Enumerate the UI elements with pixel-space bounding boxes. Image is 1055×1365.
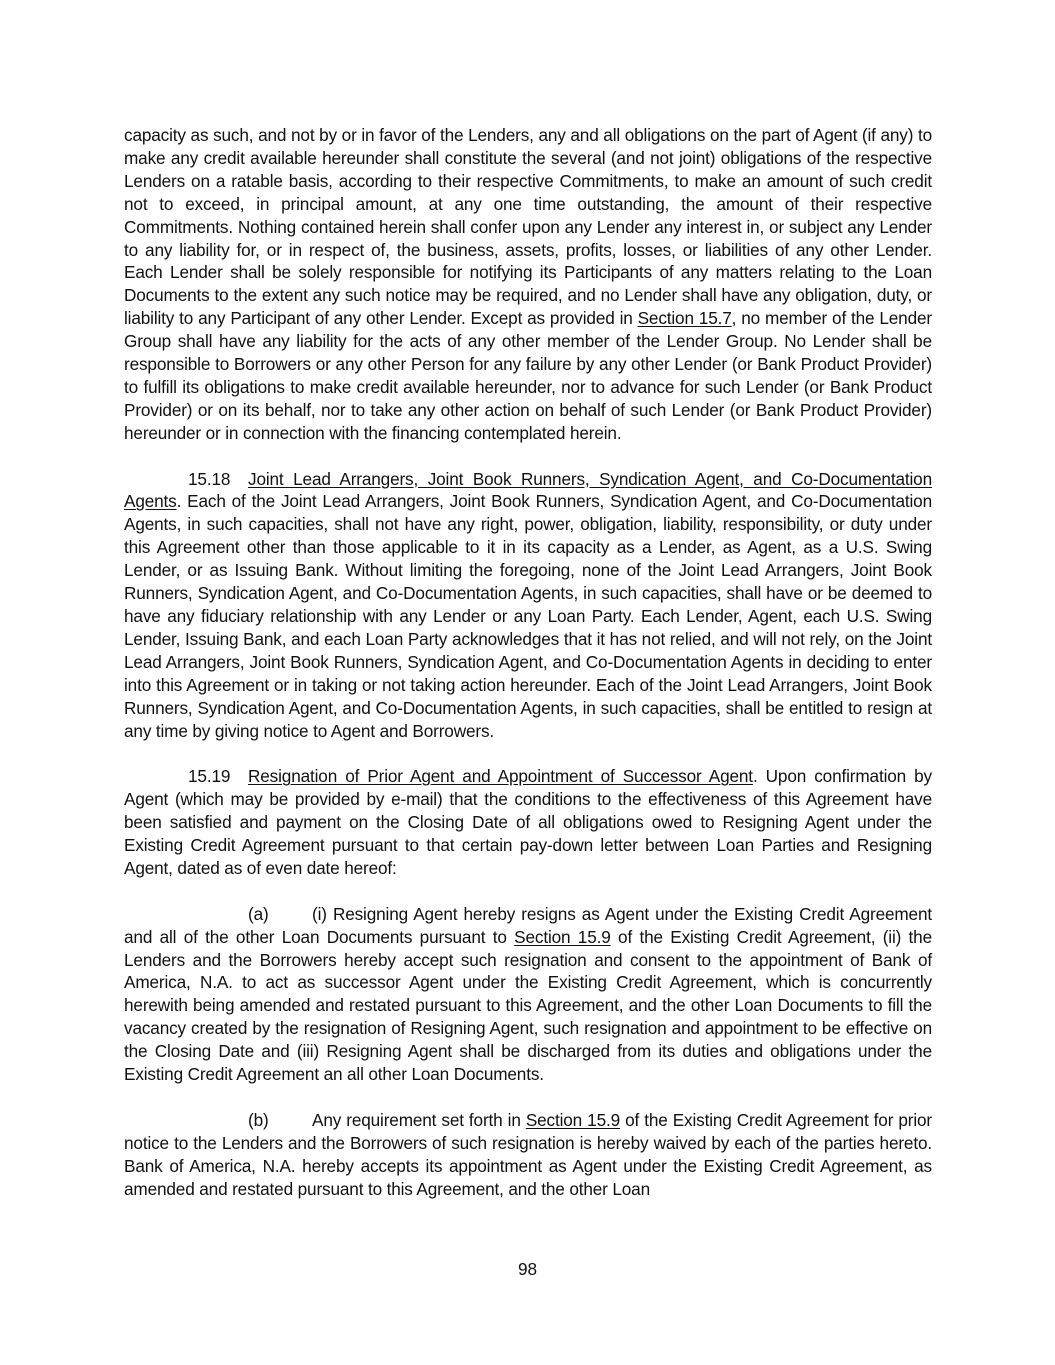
subparagraph-text: Any requirement set forth in <box>312 1109 526 1130</box>
subparagraph-text: (i) Resigning Agent hereby resigns as Agent under the Existing Credit Agreement and all of the other Loan Documents pursuant to <box>124 903 932 947</box>
paragraph-text: capacity as such, and not by or in favor of the Lenders, any and all obligations on the part of Agent (if any) to make any credit available hereunder shall constitute the several (and not joint) obligations of the respective Lenders on a ratable basis, according to their respective Commitments, to make an amount of such credit not to exceed, in principal amount, at any one time outstanding, the amount of their respective Commitments. Nothing contained herein shall confer upon any Lender any interest in, or subject any Lender to any liability for, or in respect of, the business, assets, profits, losses, or liabilities of any other Lender. Each Lender shall be solely responsible for notifying its Participants of any matters relating to the Loan Documents to the extent any such notice may be required, and no Lender shall have any obligation, duty, or liability to any Participant of any other Lender. Except as provided in <box>124 125 932 329</box>
section-body: . Each of the Joint Lead Arrangers, Joint Book Runners, Syndication Agent, and Co-Documentation Agents, in such capacities, shall not have any right, power, obligation, liability, responsibility, or duty under this Agreement other than those applicable to it in its capacity as a Lender, as Agent, as a U.S. Swing Lender, or as Issuing Bank. Without limiting the foregoing, none of the Joint Lead Arrangers, Joint Book Runners, Syndication Agent, and Co-Documentation Agents, in such capacities, shall have or be deemed to have any fiduciary relationship with any Lender or any Loan Party. Each Lender, Agent, each U.S. Swing Lender, Issuing Bank, and each Loan Party acknowledges that it has not relied, and will not rely, on the Joint Lead Arrangers, Joint Book Runners, Syndication Agent, and Co-Documentation Agents in deciding to enter into this Agreement or in taking or not taking action hereunder. Each of the Joint Lead Arrangers, Joint Book Runners, Syndication Agent, and Co-Documentation Agents, in such capacities, shall be entitled to resign at any time by giving notice to Agent and Borrowers. <box>124 491 932 741</box>
section-reference-15-7: Section 15.7 <box>637 308 732 329</box>
section-reference-15-9: Section 15.9 <box>525 1109 621 1130</box>
subparagraph-text: of the Existing Credit Agreement for prior notice to the Lenders and the Borrowers of such resignation is hereby waived by each of the parties hereto. Bank of America, N.A. hereby accepts its appointment as Agent under the Existing Credit Agreement, as amended and restated pursuant to this Agreement, and the other Loan <box>124 1109 932 1199</box>
section-15-18 <box>124 468 932 743</box>
document-page <box>124 124 932 1223</box>
subparagraph-label: (a) <box>248 903 269 924</box>
section-reference-15-9: Section 15.9 <box>514 926 611 947</box>
section-number: 15.19 <box>188 766 231 787</box>
paragraph-text: , no member of the Lender Group shall have any liability for the acts of any other member of the Lender Group. No Lender shall be responsible to Borrowers or any other Person for any failure by any other Lender (or Bank Product Provider) to fulfill its obligations to make credit available hereunder, nor to advance for such Lender (or Bank Product Provider) or on its behalf, nor to take any other action on behalf of such Lender (or Bank Product Provider) hereunder or in connection with the financing contemplated herein. <box>124 308 932 443</box>
section-15-19 <box>124 765 932 880</box>
subparagraph-a <box>124 903 932 1086</box>
section-heading: Resignation of Prior Agent and Appointment of Successor Agent <box>248 766 753 787</box>
subparagraph-b <box>124 1109 932 1201</box>
section-body: . Upon confirmation by Agent (which may be provided by e-mail) that the conditions to the effectiveness of this Agreement have been satisfied and payment on the Closing Date of all obligations owed to Resigning Agent under the Existing Credit Agreement pursuant to that certain pay-down letter between Loan Parties and Resigning Agent, dated as of even date hereof: <box>124 766 932 878</box>
page-number: 98 <box>517 1259 538 1279</box>
section-number: 15.18 <box>188 468 231 489</box>
subparagraph-label: (b) <box>248 1109 269 1130</box>
subparagraph-text: of the Existing Credit Agreement, (ii) the Lenders and the Borrowers hereby accept such resignation and consent to the appointment of Bank of America, N.A. to act as successor Agent under the Existing Credit Agreement, which is concurrently herewith being amended and restated pursuant to this Agreement, and the other Loan Documents to fill the vacancy created by the resignation of Resigning Agent, such resignation and appointment to be effective on the Closing Date and (iii) Resigning Agent shall be discharged from its duties and obligations under the Existing Credit Agreement an all other Loan Documents. <box>124 926 933 1085</box>
section-heading: Joint Lead Arrangers, Joint Book Runners, Syndication Agent, and Co-Documentation Agents <box>124 468 932 512</box>
continuation-paragraph <box>124 124 932 445</box>
